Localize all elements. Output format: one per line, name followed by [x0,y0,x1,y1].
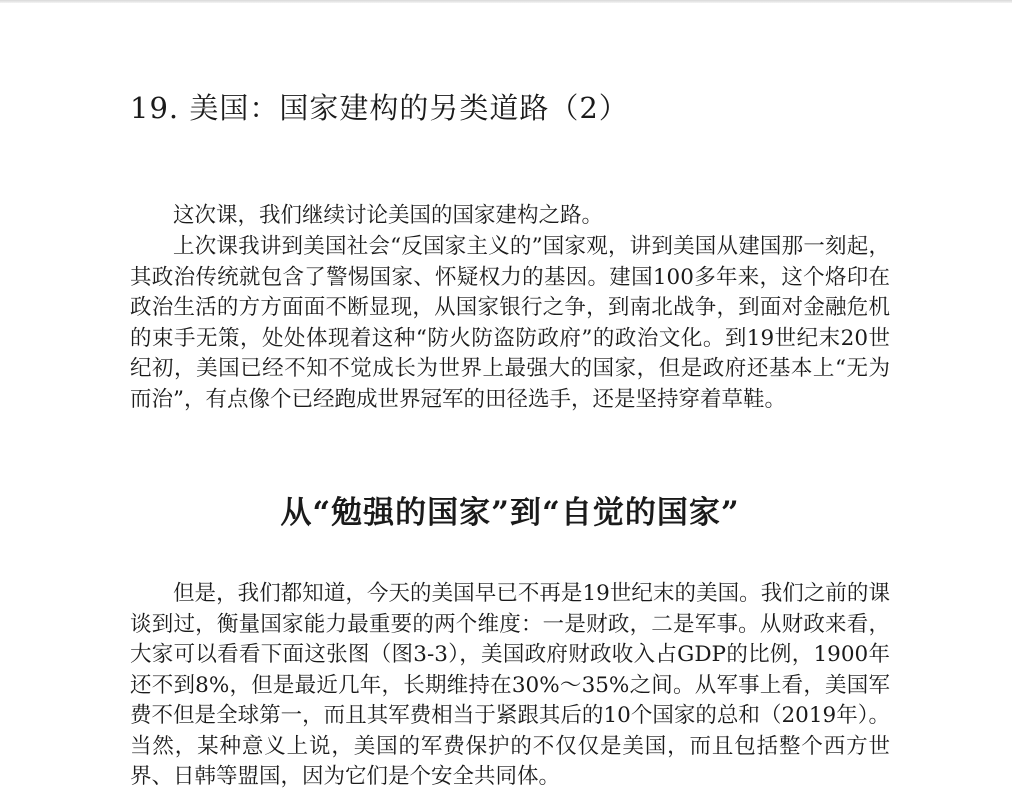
chapter-title: 19. 美国：国家建构的另类道路（2） [130,91,629,125]
section-heading: 从“勉强的国家”到“自觉的国家” [280,495,740,531]
page-top-edge [0,0,1012,3]
section-paragraph-1: 但是，我们都知道，今天的美国早已不再是19世纪末的美国。我们之前的课谈到过，衡量国家能力最重要的两个维度：一是财政，二是军事。从财政来看，大家可以看看下面这张图（图3-3），美国政府财政收入占GDP的比例，1900年还不到8%，但是最近几年，长期维持在30%～35%之间。从军事上看，美国军费不但是全球第一，而且其军费相当于紧跟其后的10个国家的总和（2019年）。当然，某种意义上说，美国的军费保护的不仅仅是美国，而且包括整个西方世界、日韩等盟国，因为它们是个安全共同体。 [130,581,890,789]
intro-paragraph-2: 上次课我讲到美国社会“反国家主义的”国家观，讲到美国从建国那一刻起，其政治传统就包含了警惕国家、怀疑权力的基因。建国100多年来，这个烙印在政治生活的方方面面不断显现，从国家银行之争，到南北战争，到面对金融危机的束手无策，处处体现着这种“防火防盗防政府”的政治文化。到19世纪末20世纪初，美国已经不知不觉成长为世界上最强大的国家，但是政府还基本上“无为而治”，有点像个已经跑成世界冠军的田径选手，还是坚持穿着草鞋。 [130,234,890,412]
intro-paragraph-1: 这次课，我们继续讨论美国的国家建构之路。 [173,203,604,228]
